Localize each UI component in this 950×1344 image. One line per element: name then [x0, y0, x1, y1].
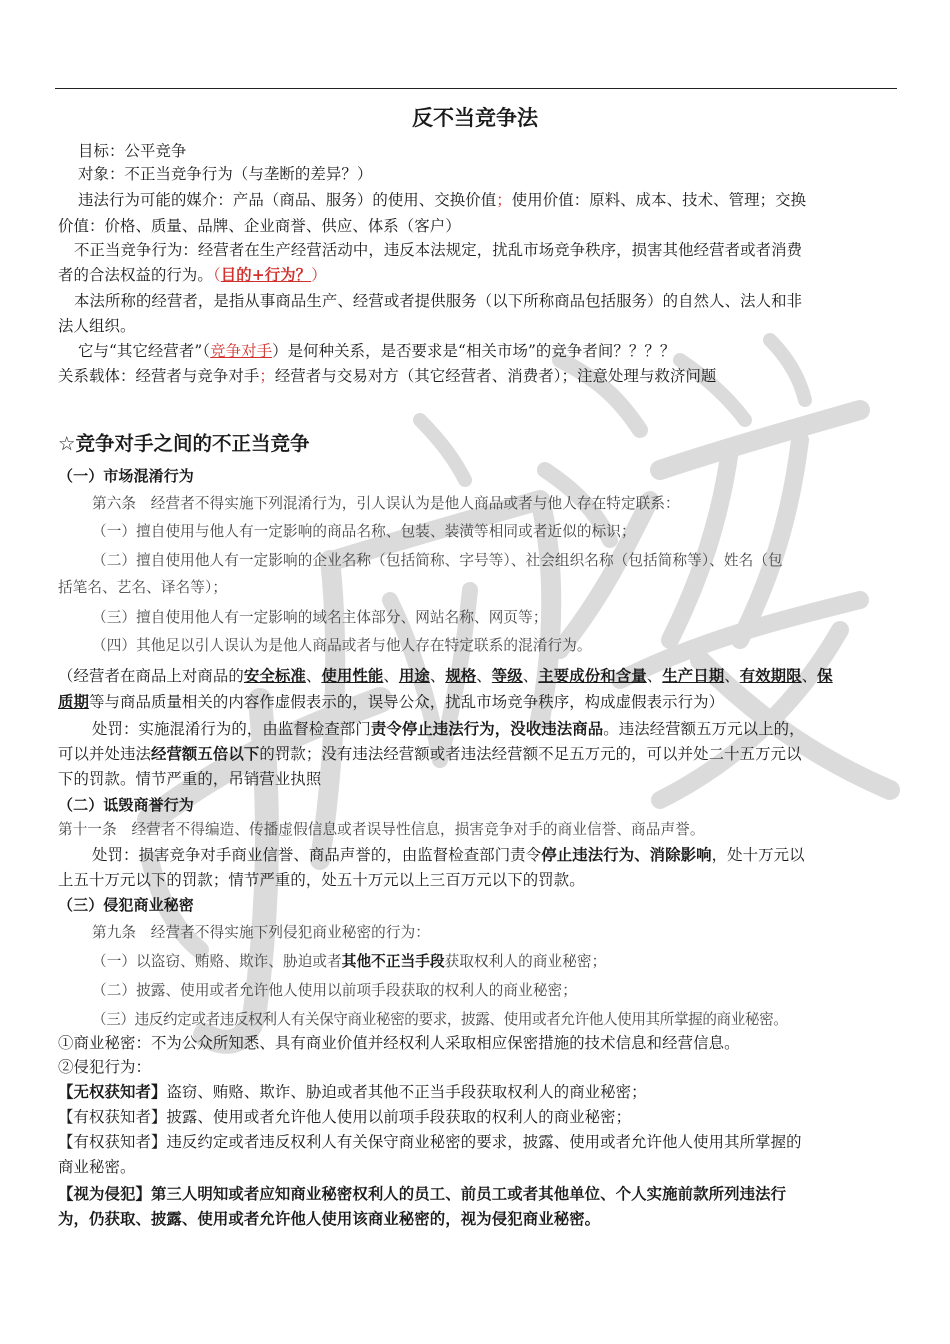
intro-goal: 目标：公平竞争	[78, 142, 187, 160]
trade-secret-definition: ①商业秘密：不为公众所知悉、具有商业价值并经权利人采取相应保密措施的技术信息和经营信息。	[58, 1034, 740, 1052]
article-6-item-2-line-2: 括笔名、艺名、译名等）；	[58, 579, 228, 596]
intro-operator-line-2: 法人组织。	[58, 317, 136, 335]
article-6-item-3: （三）擅自使用他人有一定影响的域名主体部分、网站名称、网页等；	[92, 609, 548, 626]
confusion-penalty-line-3: 下的罚款。情节严重的，吊销营业执照	[58, 770, 322, 788]
article-9-item-2: （二）披露、使用或者允许他人使用以前项手段获取的权利人的商业秘密；	[92, 982, 577, 999]
intro-object: 对象：不正当竞争行为（与垄断的差异？）	[78, 165, 373, 183]
has-right-item-2-line-2: 商业秘密。	[58, 1158, 136, 1176]
deemed-infringement-line-2: 为，仍获取、披露、使用或者允许他人使用该商业秘密的，视为侵犯商业秘密。	[58, 1210, 601, 1228]
intro-definition-line-2: 者的合法权益的行为。（目的+行为？）	[58, 266, 327, 284]
confusion-penalty-line-2: 可以并处违法经营额五倍以下的罚款；没有违法经营额或者违法经营额不足五万元的，可以并处二十五万元以	[58, 745, 802, 763]
intro-carrier-line: 关系载体：经营者与竞争对手；经营者与交易对方（其它经营者、消费者）；注意处理与救济问题	[58, 367, 717, 385]
heading-defamation: （二）诋毁商誉行为	[58, 796, 194, 814]
heading-confusion: （一）市场混淆行为	[58, 467, 194, 485]
intro-operator-line-1: 本法所称的经营者，是指从事商品生产、经营或者提供服务（以下所称商品包括服务）的自然人、法人和非	[74, 292, 803, 310]
article-9-item-3: （三）违反约定或者违反权利人有关保守商业秘密的要求，披露、使用或者允许他人使用其所掌握的商业秘密。	[92, 1011, 788, 1028]
article-6-item-1: （一）擅自使用与他人有一定影响的商品名称、包装、装潢等相同或者近似的标识；	[92, 523, 636, 540]
no-right-item: 【无权获知者】盗窃、贿赂、欺诈、胁迫或者其他不正当手段获取权利人的商业秘密；	[58, 1083, 647, 1101]
defamation-penalty-line-1: 处罚：损害竞争对手商业信誉、商品声誉的，由监督检查部门责令停止违法行为、消除影响，处十万元以	[92, 846, 805, 864]
has-right-item-2-line-1: 【有权获知者】违反约定或者违反权利人有关保守商业秘密的要求，披露、使用或者允许他人使用其所掌握的	[58, 1133, 802, 1151]
article-6: 第六条 经营者不得实施下列混淆行为，引人误认为是他人商品或者与他人存在特定联系：	[92, 495, 680, 512]
deemed-infringement-line-1: 【视为侵犯】第三人明知或者应知商业秘密权利人的员工、前员工或者其他单位、个人实施前款所列违法行	[58, 1185, 787, 1203]
header-rule	[55, 88, 897, 89]
false-representation-note-line-2: 质期等与商品质量相关的内容作虚假表示的，误导公众，扰乱市场竞争秩序，构成虚假表示行为）	[58, 693, 725, 711]
article-9: 第九条 经营者不得实施下列侵犯商业秘密的行为：	[92, 924, 430, 941]
intro-media-line-2: 价值：价格、质量、品牌、企业商誉、供应、体系（客户）	[58, 217, 461, 235]
confusion-penalty-line-1: 处罚：实施混淆行为的，由监督检查部门责令停止违法行为，没收违法商品。违法经营额五万元以上的，	[92, 720, 805, 738]
has-right-item-1: 【有权获知者】披露、使用或者允许他人使用以前项手段获取的权利人的商业秘密；	[58, 1108, 632, 1126]
intro-definition-line-1: 不正当竞争行为：经营者在生产经营活动中，违反本法规定，扰乱市场竞争秩序，损害其他经营者或者消费	[74, 241, 803, 259]
article-9-item-1: （一）以盗窃、贿赂、欺诈、胁迫或者其他不正当手段获取权利人的商业秘密；	[92, 953, 607, 970]
heading-trade-secret: （三）侵犯商业秘密	[58, 896, 194, 914]
purpose-behavior-link: 目的+行为？	[220, 266, 312, 284]
intro-relation-line: 它与“其它经营者”（竞争对手）是何种关系，是否要求是“相关市场”的竞争者间？？？？	[78, 342, 676, 360]
competitor-link: 竞争对手	[210, 342, 273, 360]
page-title: 反不当竞争法	[412, 106, 538, 130]
defamation-penalty-line-2: 上五十万元以下的罚款；情节严重的，处五十万元以上三百万元以下的罚款。	[58, 871, 585, 889]
false-representation-note-line-1: （经营者在商品上对商品的安全标准、使用性能、用途、规格、等级、主要成份和含量、生产日期、有效期限、保	[58, 667, 833, 685]
infringing-acts-label: ②侵犯行为：	[58, 1058, 151, 1076]
article-6-item-2-line-1: （二）擅自使用他人有一定影响的企业名称（包括简称、字号等）、社会组织名称（包括简称等）、姓名（包	[92, 552, 783, 569]
article-6-item-4: （四）其他足以引人误认为是他人商品或者与他人存在特定联系的混淆行为。	[92, 637, 592, 654]
article-11: 第十一条 经营者不得编造、传播虚假信息或者误导性信息，损害竞争对手的商业信誉、商品声誉。	[58, 821, 705, 838]
intro-media-line-1: 违法行为可能的媒介：产品（商品、服务）的使用、交换价值；使用价值：原料、成本、技术、管理；交换	[78, 191, 807, 209]
section-heading-competitors: ☆竞争对手之间的不正当竞争	[58, 432, 310, 455]
